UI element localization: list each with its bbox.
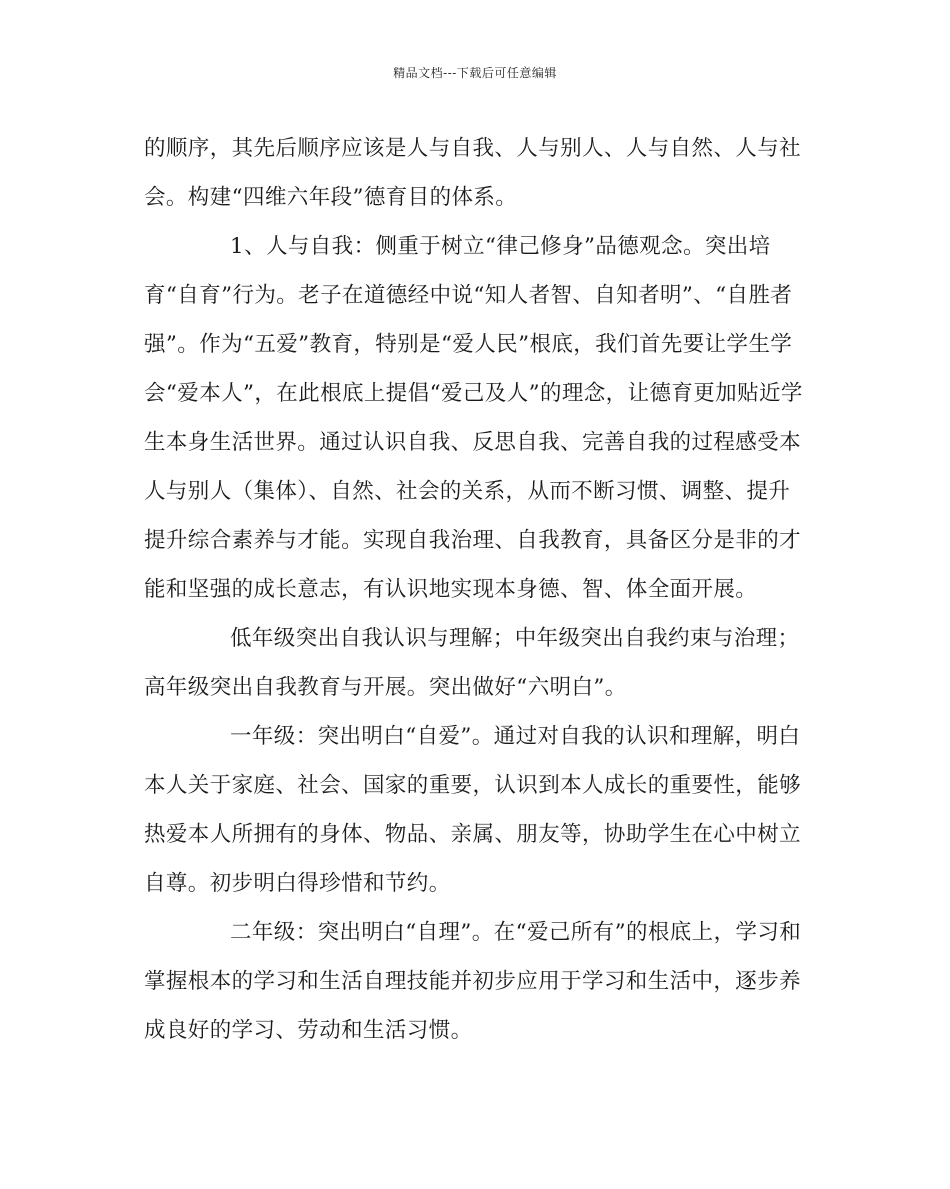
text-line: 生本身生活世界。通过认识自我、反思自我、完善自我的过程感受本 xyxy=(144,430,802,455)
paragraph-start-line: 二年级：突出明白“自理”。在“爱己所有”的根底上，学习和 xyxy=(230,920,802,945)
text-line: 人与别人（集体）、自然、社会的关系，从而不断习惯、调整、提升 xyxy=(144,479,791,504)
text-line: 掌握根本的学习和生活自理技能并初步应用于学习和生活中，逐步养 xyxy=(144,969,802,994)
text-line: 成良好的学习、劳动和生活习惯。 xyxy=(144,1018,473,1043)
text-line: 本人关于家庭、社会、国家的重要，认识到本人成长的重要性，能够 xyxy=(144,773,802,798)
document-body xyxy=(144,124,804,1055)
text-line: 高年级突出自我教育与开展。突出做好“六明白”。 xyxy=(144,675,627,700)
text-line: 会“爱本人”，在此根底上提倡“爱己及人”的理念，让德育更加贴近学 xyxy=(144,381,803,406)
paragraph-start-line: 一年级：突出明白“自爱”。通过对自我的认识和理解，明白 xyxy=(230,724,801,749)
text-line: 提升综合素养与才能。实现自我治理、自我教育，具备区分是非的才 xyxy=(144,528,802,553)
text-line: 育“自育”行为。老子在道德经中说“知人者智、自知者明”、“自胜者 xyxy=(144,283,793,308)
section-heading-line: 1、人与自我：侧重于树立“律己修身”品德观念。突出培 xyxy=(230,234,771,259)
text-line: 会。构建“四维六年段”德育目的体系。 xyxy=(144,185,518,210)
page-header: 精品文档---下载后可任意编辑 xyxy=(393,66,557,80)
paragraph-start-line: 低年级突出自我认识与理解；中年级突出自我约束与治理； xyxy=(230,626,800,651)
text-line: 自尊。初步明白得珍惜和节约。 xyxy=(144,871,451,896)
text-line: 热爱本人所拥有的身体、物品、亲属、朋友等，协助学生在心中树立 xyxy=(144,822,802,847)
text-line: 能和坚强的成长意志，有认识地实现本身德、智、体全面开展。 xyxy=(144,577,758,602)
text-line: 的顺序，其先后顺序应该是人与自我、人与别人、人与自然、人与社 xyxy=(144,136,802,161)
text-line: 强”。作为“五爱”教育，特别是“爱人民”根底，我们首先要让学生学 xyxy=(144,332,793,357)
